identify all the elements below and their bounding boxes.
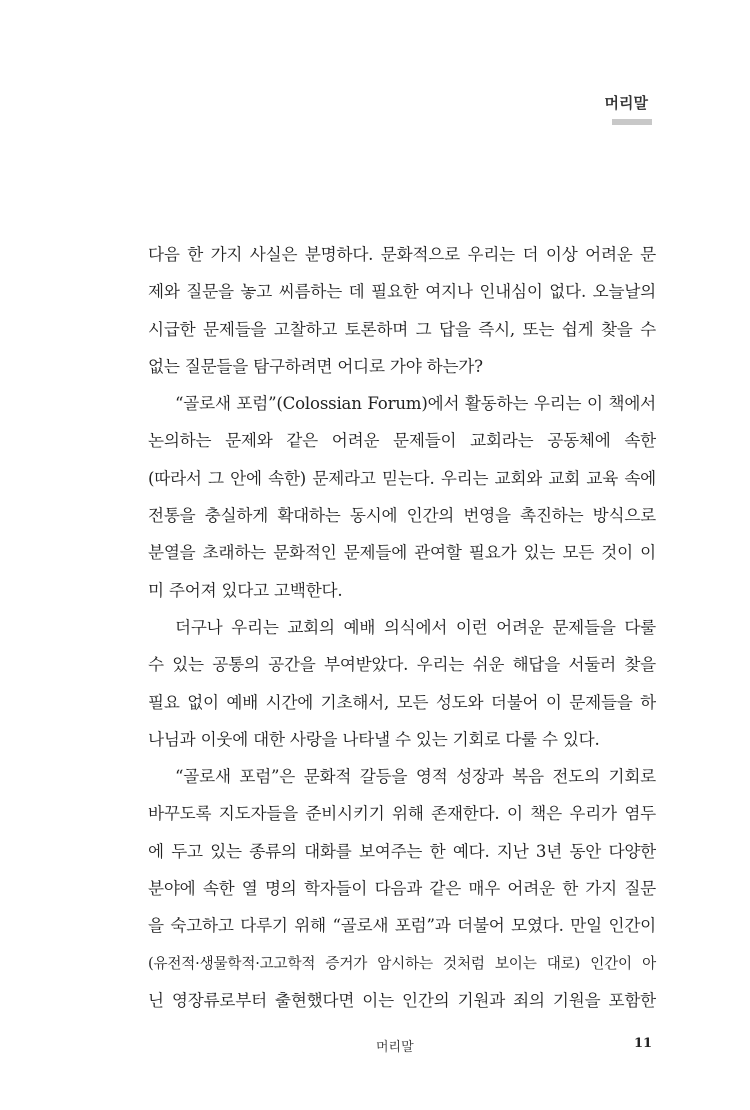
text-line: 분야에 속한 열 명의 학자들이 다음과 같은 매우 어려운 한 가지 질문	[148, 879, 656, 899]
text-line: “골로새 포럼”은 문화적 갈등을 영적 성장과 복음 전도의 기회로	[175, 767, 656, 787]
text-line: (유전적·생물학적·고고학적 증거가 암시하는 것처럼 보이는 대로) 인간이 아	[148, 954, 656, 972]
text-line: 전통을 충실하게 확대하는 동시에 인간의 번영을 촉진하는 방식으로	[148, 506, 656, 526]
text-line: (따라서 그 안에 속한) 문제라고 믿는다. 우리는 교회와 교회 교육 속에	[148, 468, 656, 488]
text-line: 없는 질문들을 탐구하려면 어디로 가야 하는가?	[148, 356, 483, 376]
header-rule	[612, 119, 652, 125]
text-line: 에 두고 있는 종류의 대화를 보여주는 한 예다. 지난 3년 동안 다양한	[148, 841, 656, 861]
running-header-title: 머리말	[604, 94, 648, 112]
text-line: 다음 한 가지 사실은 분명하다. 문화적으로 우리는 더 이상 어려운 문	[148, 245, 656, 264]
running-footer-title: 머리말	[376, 1040, 414, 1055]
text-line: 분열을 초래하는 문화적인 문제들에 관여할 필요가 있는 모든 것이 이	[148, 543, 656, 563]
text-line: 미 주어져 있다고 고백한다.	[148, 580, 343, 600]
text-line: 나님과 이웃에 대한 사랑을 나타낼 수 있는 기회로 다룰 수 있다.	[148, 729, 600, 749]
text-line: 논의하는 문제와 같은 어려운 문제들이 교회라는 공동체에 속한	[148, 431, 656, 451]
text-line: 필요 없이 예배 시간에 기초해서, 모든 성도와 더불어 이 문제들을 하	[148, 692, 656, 712]
text-line: 바꾸도록 지도자들을 준비시키기 위해 존재한다. 이 책은 우리가 염두	[148, 804, 656, 824]
text-line: “골로새 포럼”(Colossian Forum)에서 활동하는 우리는 이 책에서	[175, 394, 656, 414]
text-line: 더구나 우리는 교회의 예배 의식에서 이런 어려운 문제들을 다룰	[175, 617, 656, 637]
body-text	[148, 236, 656, 1019]
text-line: 시급한 문제들을 고찰하고 토론하며 그 답을 즉시, 또는 쉽게 찾을 수	[148, 319, 656, 339]
page-number: 11	[634, 1036, 653, 1051]
text-line: 을 숙고하고 다루기 위해 “골로새 포럼”과 더불어 모였다. 만일 인간이	[148, 916, 656, 936]
text-line: 닌 영장류로부터 출현했다면 이는 인간의 기원과 죄의 기원을 포함한	[148, 990, 656, 1010]
text-line: 제와 질문을 놓고 씨름하는 데 필요한 여지나 인내심이 없다. 오늘날의	[148, 282, 656, 302]
text-line: 수 있는 공통의 공간을 부여받았다. 우리는 쉬운 해답을 서둘러 찾을	[148, 655, 656, 675]
